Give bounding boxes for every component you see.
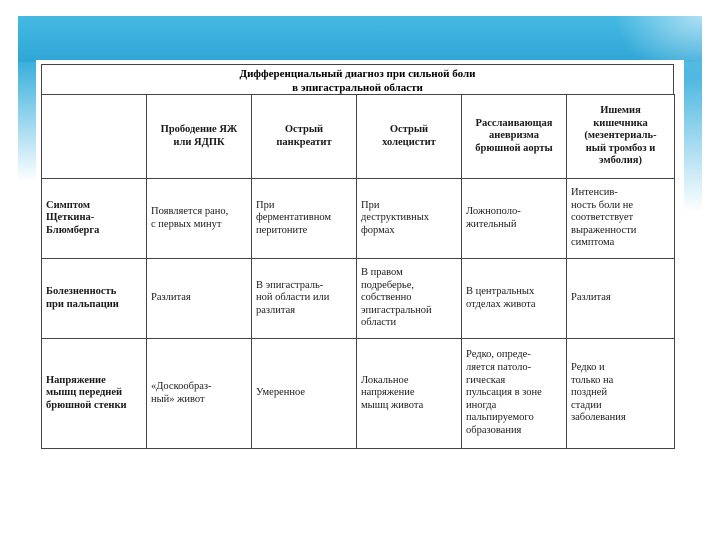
table-row xyxy=(42,179,675,259)
document-image xyxy=(36,60,684,450)
table-cell: При ферментативном перитоните xyxy=(252,179,357,259)
table-cell: Редко и только на поздней стадии заболевания xyxy=(567,339,675,449)
table-cell: В правом подреберье, собственно эпигастральной области xyxy=(357,259,462,339)
table-row xyxy=(42,259,675,339)
table-row xyxy=(42,339,675,449)
table-cell: Локальное напряжение мышц живота xyxy=(357,339,462,449)
slide-right-band xyxy=(684,62,702,212)
table-header-row xyxy=(42,95,675,179)
table-cell: Появляется рано, с первых минут xyxy=(147,179,252,259)
table-cell: Разлитая xyxy=(147,259,252,339)
table-cell: В эпигастраль- ной области или разлитая xyxy=(252,259,357,339)
table-cell: Разлитая xyxy=(567,259,675,339)
title-line: Дифференциальный диагноз при сильной боли xyxy=(239,68,476,80)
column-header-aortic-aneurysm: Расслаивающая аневризма брюшной аорты xyxy=(462,95,567,179)
row-header-abdominal-muscle-tension: Напряжение мышц передней брюшной стенки xyxy=(42,339,147,449)
header-cell-empty xyxy=(42,95,147,179)
table-cell: Ложнополо- жительный xyxy=(462,179,567,259)
column-header-perforation: Прободение ЯЖ или ЯДПК xyxy=(147,95,252,179)
table-cell: При деструктивных формах xyxy=(357,179,462,259)
column-header-pancreatitis: Острый панкреатит xyxy=(252,95,357,179)
column-header-intestinal-ischemia: Ишемия кишечника (мезентериаль- ный тромбоз и эмболия) xyxy=(567,95,675,179)
row-header-shchetkin-blumberg: Симптом Щеткина- Блюмберга xyxy=(42,179,147,259)
table-title xyxy=(41,64,674,94)
table-cell: Интенсив- ность боли не соответствует выраженности симптома xyxy=(567,179,675,259)
table-cell: «Доскообраз- ный» живот xyxy=(147,339,252,449)
title-line: в эпигастральной области xyxy=(292,82,423,94)
slide-left-band xyxy=(18,62,36,182)
row-header-palpation-tenderness: Болезненность при пальпации xyxy=(42,259,147,339)
differential-diagnosis-table xyxy=(41,94,675,449)
table-cell: Редко, опреде- ляется патоло- гическая пульсация в зоне иногда пальпируемого образования xyxy=(462,339,567,449)
column-header-cholecystitis: Острый холецистит xyxy=(357,95,462,179)
table-cell: В центральных отделах живота xyxy=(462,259,567,339)
slide-header-band xyxy=(18,16,702,62)
table-cell: Умеренное xyxy=(252,339,357,449)
